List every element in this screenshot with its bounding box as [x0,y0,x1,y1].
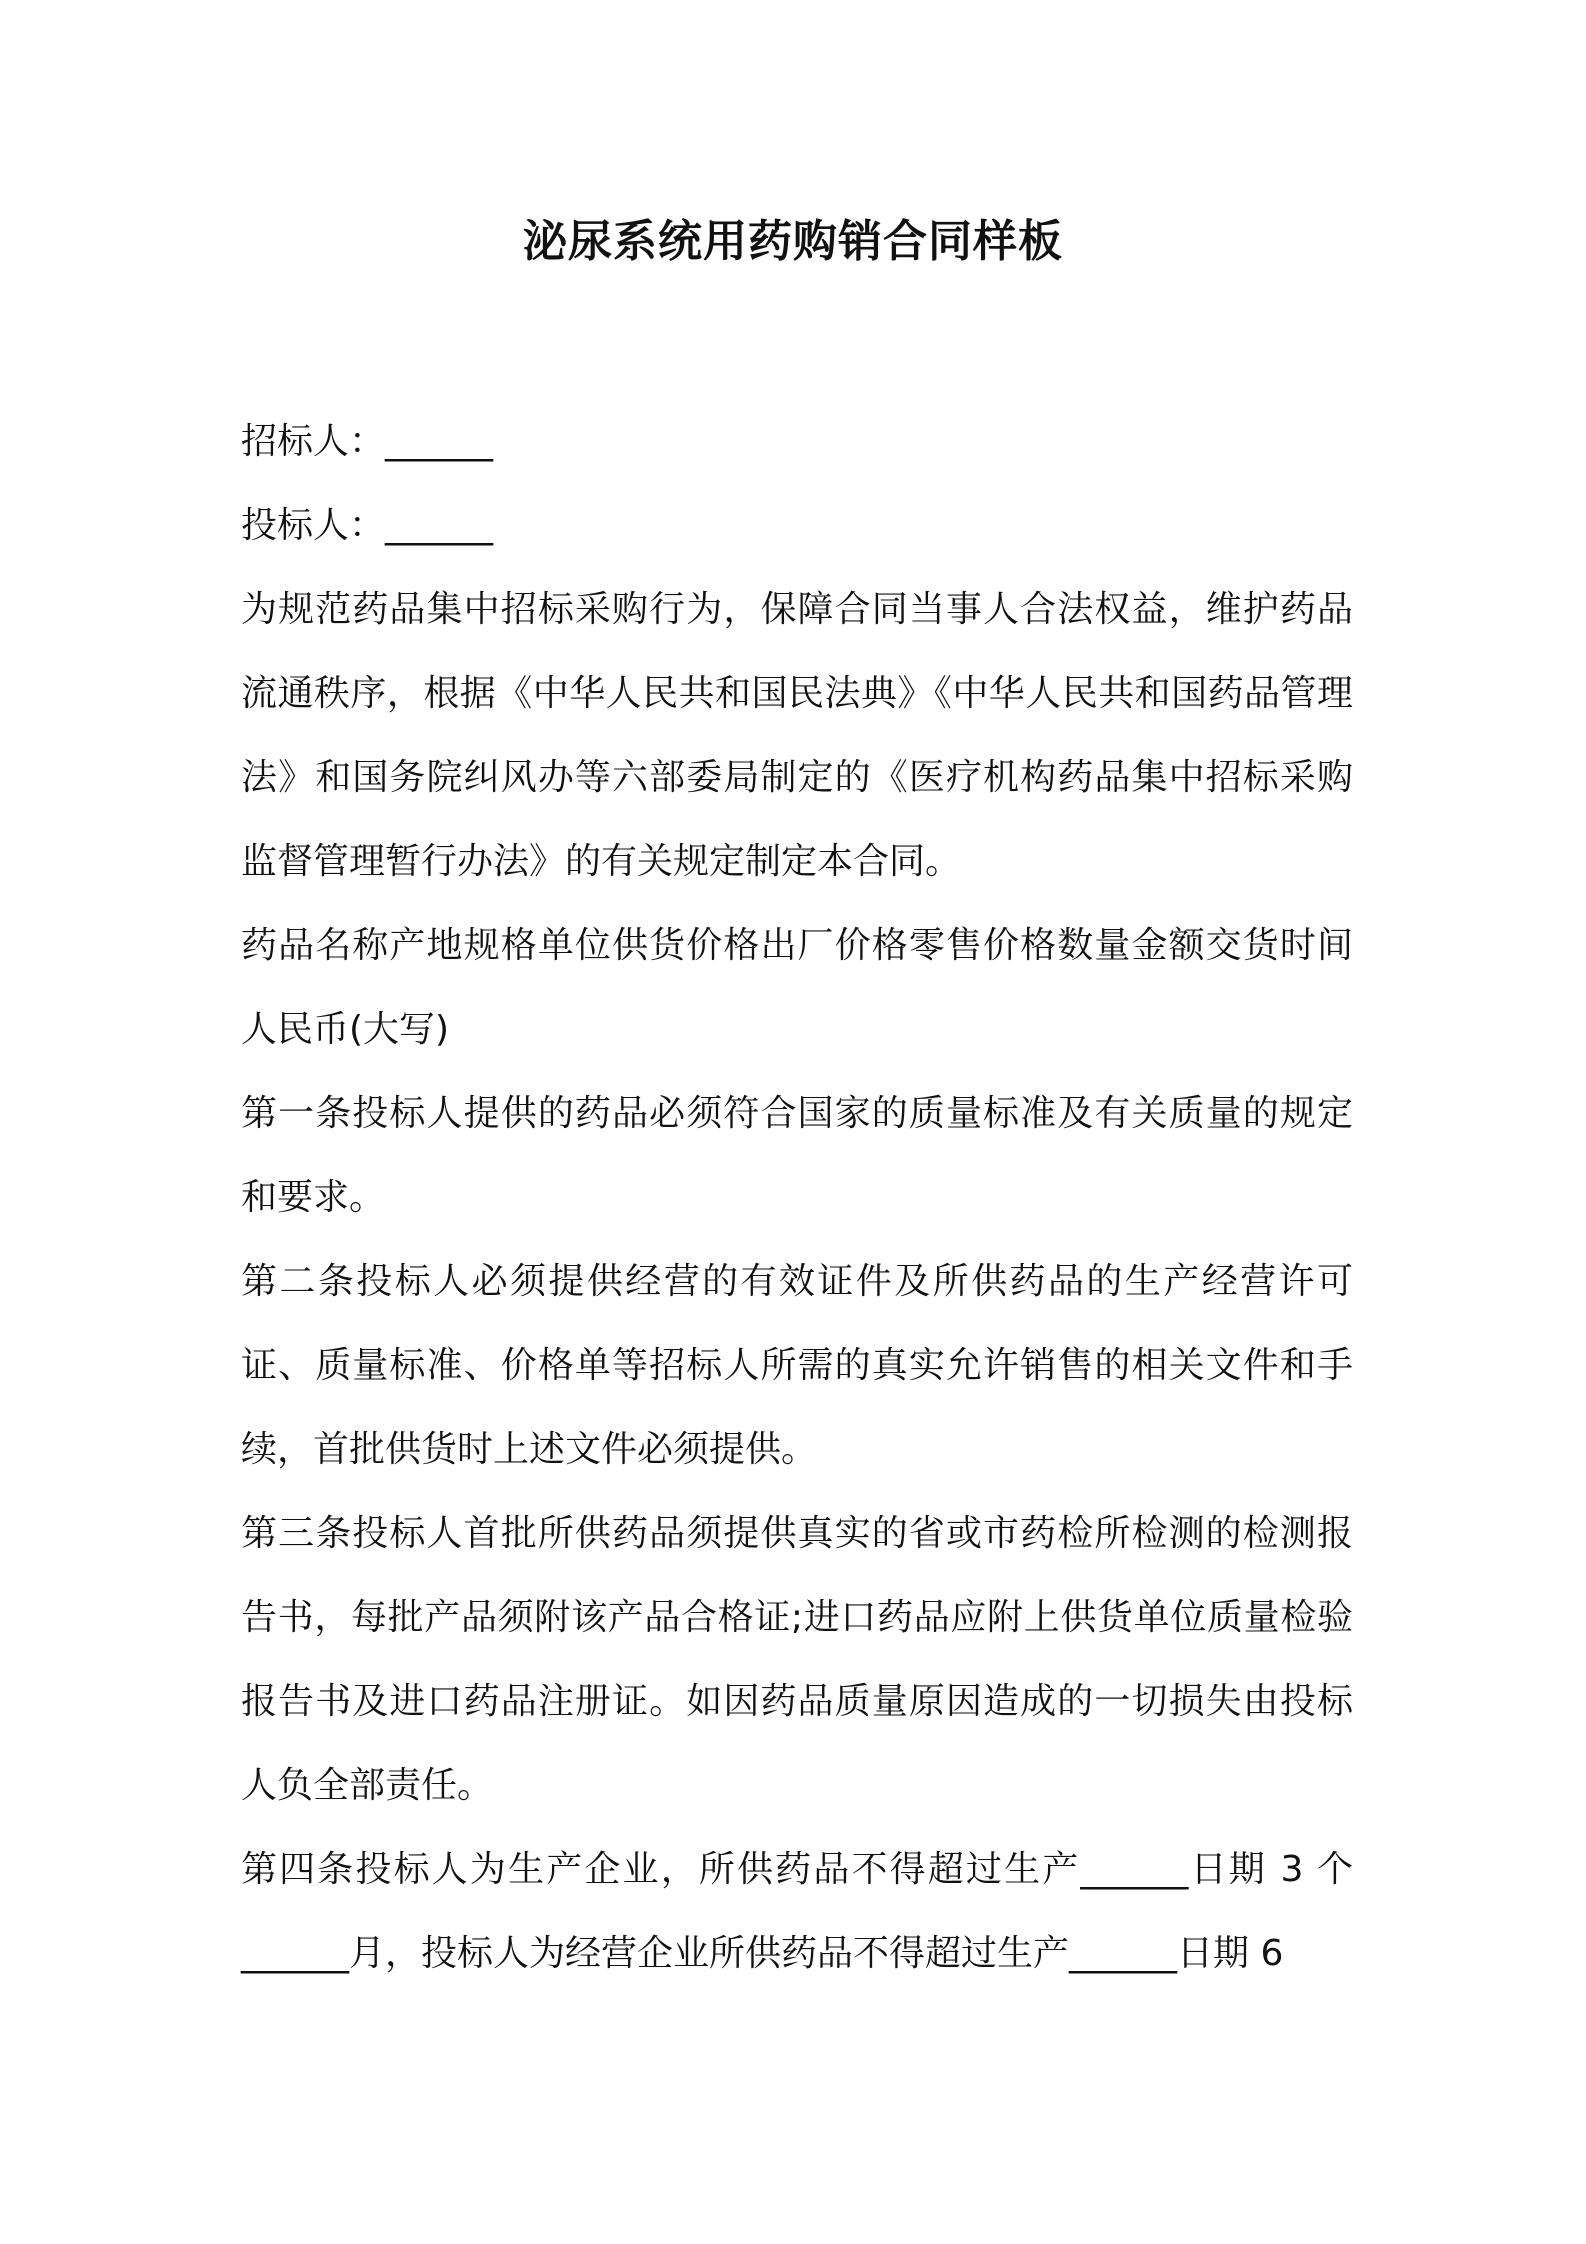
tenderer-line: 招标人：______ [241,421,494,462]
article-2: 第二条投标人必须提供经营的有效证件及所供药品的生产经营许可证、质量标准、价格单等招标人所需的真实允许销售的相关文件和手续，首批供货时上述文件必须提供。 [241,1261,1353,1470]
bidder-line: 投标人：______ [241,505,494,546]
article-3: 第三条投标人首批所供药品须提供真实的省或市药检所检测的检测报告书，每批产品须附该产品合格证;进口药品应附上供货单位质量检验报告书及进口药品注册证。如因药品质量原因造成的一切损失由投标人负全部责任。 [241,1513,1353,1806]
article-4: 第四条投标人为生产企业，所供药品不得超过生产______日期 3 个______月，投标人为经营企业所供药品不得超过生产______日期 6 [241,1849,1353,1974]
document-title: 泌尿系统用药购销合同样板 [523,216,1063,267]
article-1: 第一条投标人提供的药品必须符合国家的质量标准及有关质量的规定和要求。 [241,1093,1353,1218]
document-body [241,400,1353,1996]
drug-table-header-text: 药品名称产地规格单位供货价格出厂价格零售价格数量金额交货时间人民币(大写) [241,925,1353,1050]
preamble-paragraph: 为规范药品集中招标采购行为，保障合同当事人合法权益，维护药品流通秩序，根据《中华人民共和国民法典》《中华人民共和国药品管理法》和国务院纠风办等六部委局制定的《医疗机构药品集中招标采购监督管理暂行办法》的有关规定制定本合同。 [241,589,1353,882]
